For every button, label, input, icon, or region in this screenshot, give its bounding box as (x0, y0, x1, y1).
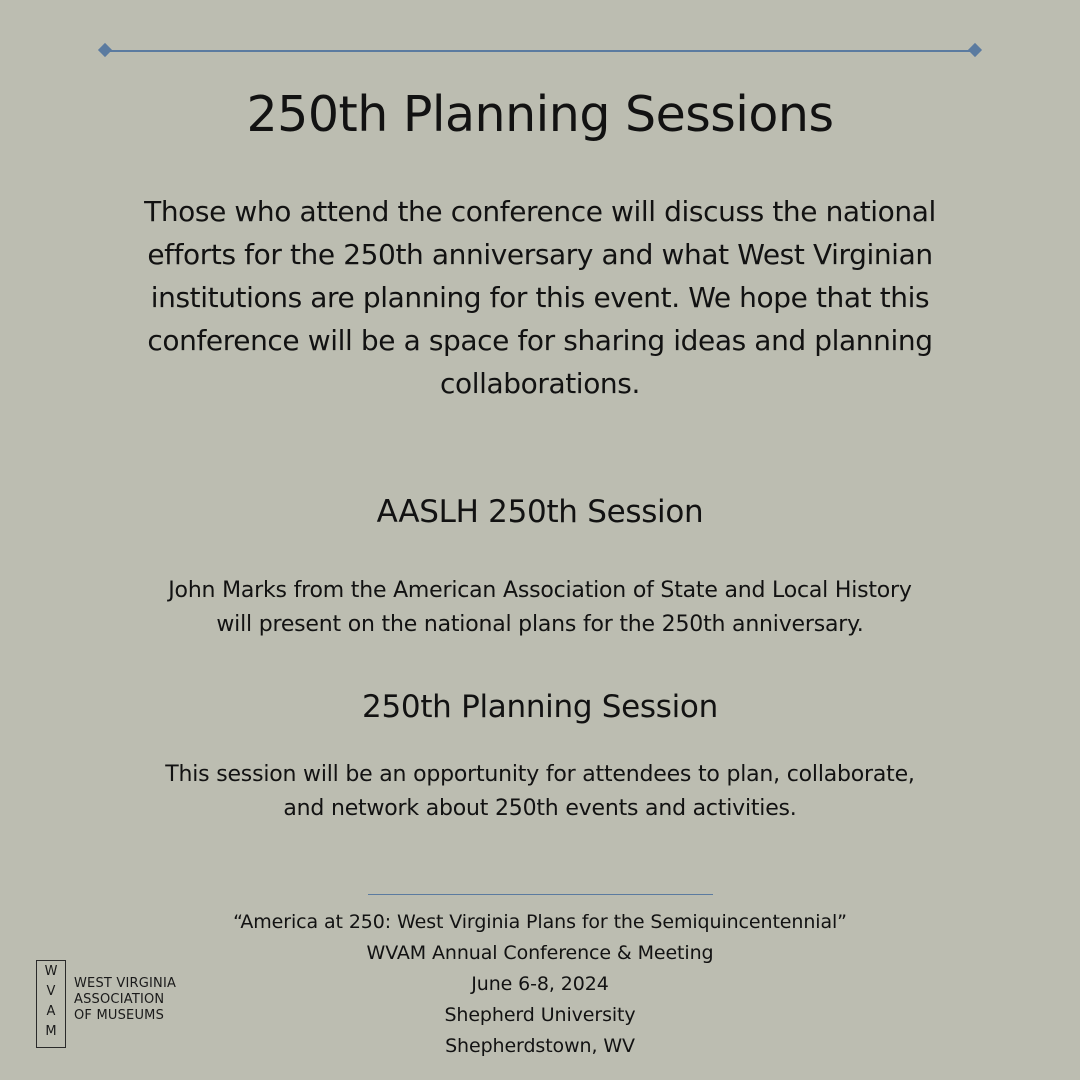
intro-line: conference will be a space for sharing ideas and planning (147, 324, 933, 357)
logo-line: ASSOCIATION (74, 992, 165, 1007)
bottom-divider (368, 894, 713, 895)
logo-letter: W (44, 964, 58, 979)
conference-dates: June 6-8, 2024 (471, 973, 609, 995)
session-aaslh-description (0, 574, 1080, 642)
session-description-line: John Marks from the American Association of State and Local History (168, 578, 912, 603)
logo-letter: A (46, 1004, 56, 1019)
conference-venue: Shepherd University (444, 1004, 636, 1026)
session-description-line: and network about 250th events and activities. (283, 796, 797, 821)
session-planning-description (0, 758, 1080, 826)
logo-letter: V (46, 984, 56, 999)
intro-paragraph (40, 190, 1040, 405)
intro-line: institutions are planning for this event. We hope that this (150, 281, 930, 314)
wvam-logo (36, 960, 226, 1048)
top-divider (104, 50, 976, 52)
logo-line: WEST VIRGINIA (74, 976, 177, 991)
intro-line: Those who attend the conference will discuss the national (144, 195, 936, 228)
conference-location: Shepherdstown, WV (445, 1035, 635, 1057)
divider-diamond-right-icon (968, 43, 982, 57)
logo-frame (36, 960, 66, 1048)
session-description-line: will present on the national plans for the 250th anniversary. (216, 612, 864, 637)
conference-name: WVAM Annual Conference & Meeting (366, 942, 714, 964)
logo-wordmark (74, 976, 176, 1024)
session-aaslh-title: AASLH 250th Session (376, 494, 704, 530)
session-description-line: This session will be an opportunity for attendees to plan, collaborate, (165, 762, 915, 787)
intro-line: efforts for the 250th anniversary and what West Virginian (147, 238, 933, 271)
intro-line: collaborations. (440, 367, 640, 400)
divider-diamond-left-icon (98, 43, 112, 57)
logo-letter: M (45, 1024, 57, 1039)
page-title: 250th Planning Sessions (246, 86, 834, 143)
session-planning-title: 250th Planning Session (362, 689, 718, 725)
conference-theme: “America at 250: West Virginia Plans for the Semiquincentennial” (233, 911, 847, 933)
logo-line: OF MUSEUMS (74, 1008, 165, 1023)
